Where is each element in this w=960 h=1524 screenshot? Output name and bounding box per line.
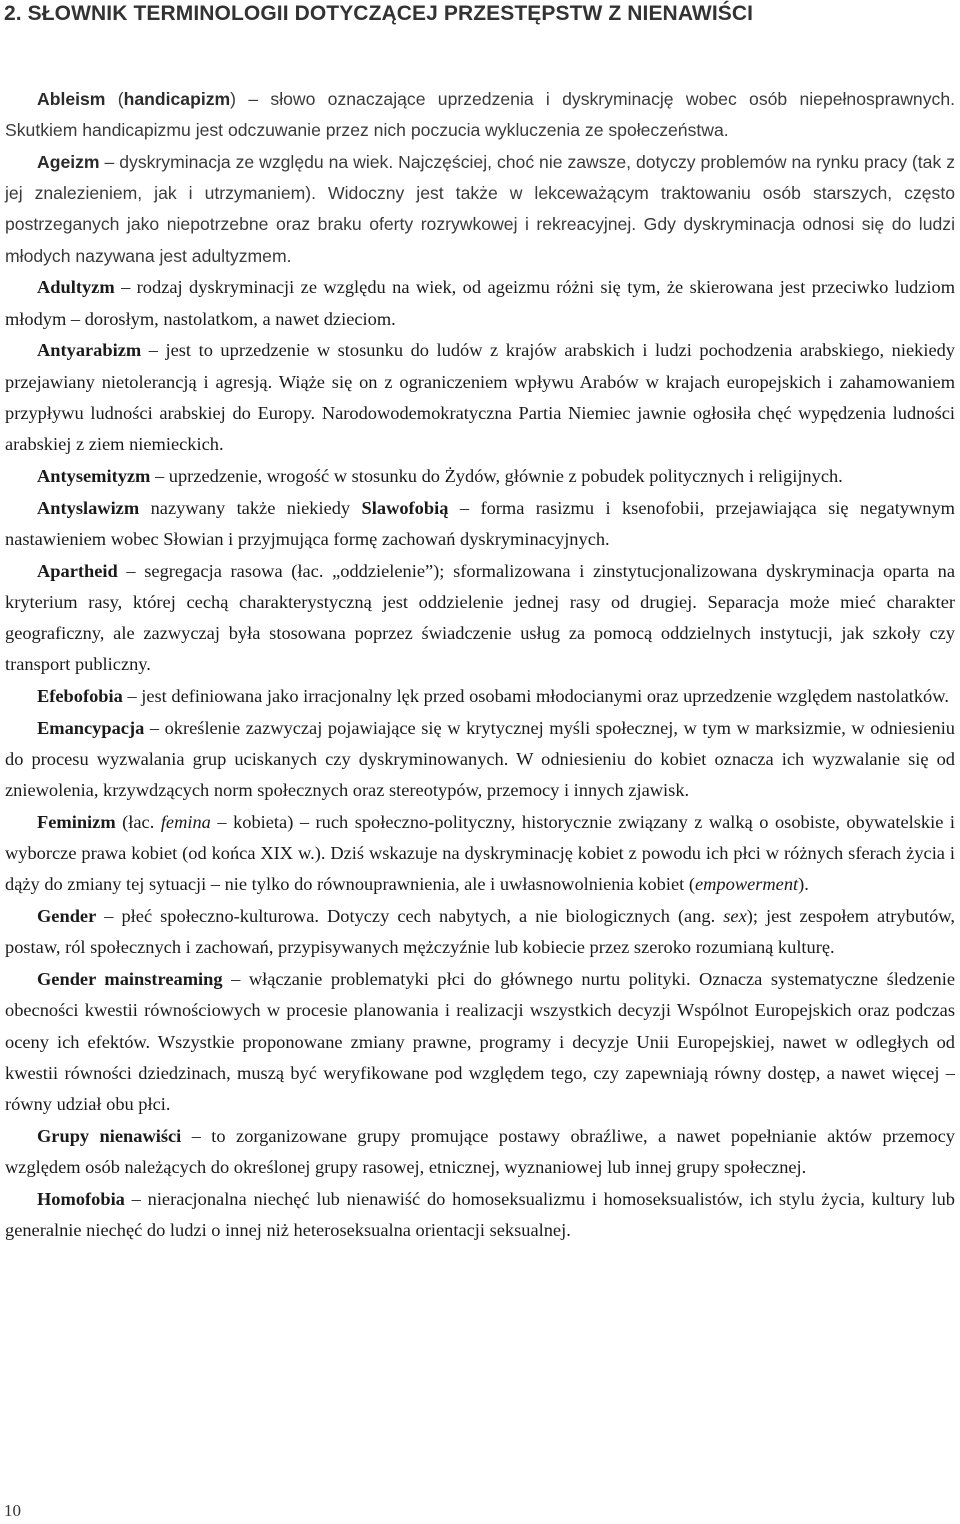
glossary-term: Slawofobią (361, 497, 449, 518)
definition-text: – włączanie problematyki płci do głównego nurtu polityki. Oznacza systematyczne śledzenie obecności kwestii równościowych w procesie planowania i realizacji wszystkich decyzji Wspólnot Europejskich oraz podczas oceny ich efektów. Wszystkie proponowane zmiany prawne, programy i decyzje Unii Europejskiej, nawet w odległych od kwestii równości dziedzinach, muszą być weryfikowane pod względem tego, czy zapewniają równy dostęp, a nawet więcej – równy udział obu płci. (5, 969, 955, 1115)
glossary-entry (5, 901, 955, 963)
glossary-term: Antyarabizm (37, 340, 142, 361)
definition-text: – dyskryminacja ze względu na wiek. Najczęściej, choć nie zawsze, dotyczy problemów na rynku pracy (tak z jej znalezieniem, jak i utrzymaniem). Widoczny jest także w lekceważącym traktowaniu osób starszych, często postrzeganych jako niepotrzebne oraz braku oferty rozrywkowej i rekreacyjnej. Gdy dyskryminacja odnosi się do ludzi młodych nazywana jest adultyzmem. (5, 152, 955, 266)
definition-text: – to zorganizowane grupy promujące postawy obraźliwe, a nawet popełnianie aktów przemocy względem osób należących do określonej grupy rasowej, etnicznej, wyznaniowej lub innej grupy społecznej. (5, 1125, 955, 1178)
page-number: 10 (4, 1501, 21, 1520)
definition-text: – jest definiowana jako irracjonalny lęk przed osobami młodocianymi oraz uprzedzenie względem nastolatków. (122, 686, 949, 707)
definition-text: – uprzedzenie, wrogość w stosunku do Żydów, głównie z pobudek politycznych i religijnych. (150, 465, 843, 486)
definition-text: ( (105, 89, 124, 109)
glossary-entry (5, 493, 955, 555)
glossary-entry (5, 147, 955, 272)
glossary-entry (5, 807, 955, 901)
glossary-term: Efebofobia (37, 686, 123, 707)
definition-text: (łac. (115, 812, 161, 833)
glossary-term: Gender mainstreaming (37, 969, 223, 990)
italic-phrase: sex (723, 906, 747, 927)
definition-text: – kobieta) – ruch społeczno-polityczny, historycznie związany z walką o osobiste, obywatelskie i wyborcze prawa kobiet (od końca XIX w.). Dziś wskazuje na dyskryminację kobiet z powodu ich płci w różnych sferach życia i dąży do zmiany tej sytuacji – nie tylko do równouprawnienia, ale i uwłasnowolnienia kobiet ( (5, 812, 955, 895)
glossary-term: Antyslawizm (37, 497, 140, 518)
glossary-term: Emancypacja (37, 717, 145, 738)
glossary-entry (5, 1184, 955, 1246)
glossary-entry (5, 713, 955, 807)
glossary-term: Feminizm (37, 812, 116, 833)
definition-text: – nieracjonalna niechęć lub nienawiść do homoseksualizmu i homoseksualistów, ich stylu życia, kultury lub generalnie niechęć do ludzi o innej niż heteroseksualna orientacji seksualnej. (5, 1188, 955, 1241)
glossary-term: Antysemityzm (37, 465, 151, 486)
glossary-entry (5, 272, 955, 334)
glossary-body (5, 84, 955, 1247)
glossary-term: handicapizm (123, 89, 231, 109)
glossary-entry (5, 461, 955, 492)
definition-text: – rodzaj dyskryminacji ze względu na wiek, od ageizmu różni się tym, że skierowana jest przeciwko ludziom młodym – dorosłym, nastolatkom, a nawet dzieciom. (5, 277, 955, 329)
glossary-entry (5, 556, 955, 681)
definition-text: ); jest zespołem atrybutów, postaw, ról społecznych i zachowań, przypisywanych mężczyźnie lub kobiecie przez szeroko rozumianą kulturę. (5, 906, 955, 958)
glossary-term: Adultyzm (37, 277, 115, 298)
definition-text: – określenie zazwyczaj pojawiające się w krytycznej myśli społecznej, w tym w marksizmie, w odniesieniu do procesu wyzwalania grup uciskanych czy dyskryminowanych. W odniesieniu do kobiet oznacza ich wyzwalanie się od zniewolenia, krzywdzących norm społecznych oraz stereotypów, przemocy i innych zjawisk. (5, 717, 955, 801)
italic-phrase: empowerment (694, 874, 799, 895)
glossary-term: Grupy nienawiści (37, 1125, 182, 1146)
glossary-entry (5, 1121, 955, 1183)
definition-text: – jest to uprzedzenie w stosunku do ludów z krajów arabskich i ludzi pochodzenia arabskiego, niekiedy przejawiany nietolerancją i agresją. Wiąże się on z ograniczeniem wpływu Arabów w krajach europejskich i zahamowaniem przypływu ludności arabskiej do Europy. Narodowodemokratyczna Partia Niemiec jawnie ogłosiła chęć wypędzenia ludności arabskiej z ziem niemieckich. (5, 340, 955, 455)
definition-text: ). (798, 874, 809, 895)
glossary-term: Apartheid (37, 560, 118, 581)
glossary-term: Homofobia (37, 1188, 125, 1209)
definition-text: – segregacja rasowa (łac. „oddzielenie”); sformalizowana i zinstytucjonalizowana dyskryminacja oparta na kryterium rasy, której cechą charakterystyczną jest oddzielenie jednej rasy od drugiej. Separacja może mieć charakter geograficzny, ale zazwyczaj była stosowana poprzez świadczenie usług za pomocą oddzielnych instytucji, jak szkoły czy transport publiczny. (5, 560, 955, 675)
glossary-term: Gender (37, 906, 97, 927)
glossary-entry (5, 335, 955, 460)
definition-text: – forma rasizmu i ksenofobii, przejawiająca się negatywnym nastawieniem wobec Słowian i przyjmująca formę zachowań dyskryminacyjnych. (5, 497, 955, 549)
page-title: 2. SŁOWNIK TERMINOLOGII DOTYCZĄCEJ PRZESTĘPSTW Z NIENAWIŚCI (4, 2, 754, 25)
italic-phrase: femina (160, 812, 211, 833)
glossary-entry (5, 84, 955, 146)
definition-text: ) – słowo oznaczające uprzedzenia i dyskryminację wobec osób niepełnosprawnych. Skutkiem handicapizmu jest odczuwanie przez nich poczucia wykluczenia ze społeczeństwa. (5, 89, 955, 141)
glossary-entry (5, 681, 955, 712)
glossary-term: Ageizm (37, 152, 100, 172)
definition-text: nazywany także niekiedy (139, 497, 362, 518)
glossary-term: Ableism (37, 89, 106, 109)
glossary-entry (5, 964, 955, 1120)
definition-text: – płeć społeczno-kulturowa. Dotyczy cech nabytych, a nie biologicznych (ang. (96, 906, 724, 927)
